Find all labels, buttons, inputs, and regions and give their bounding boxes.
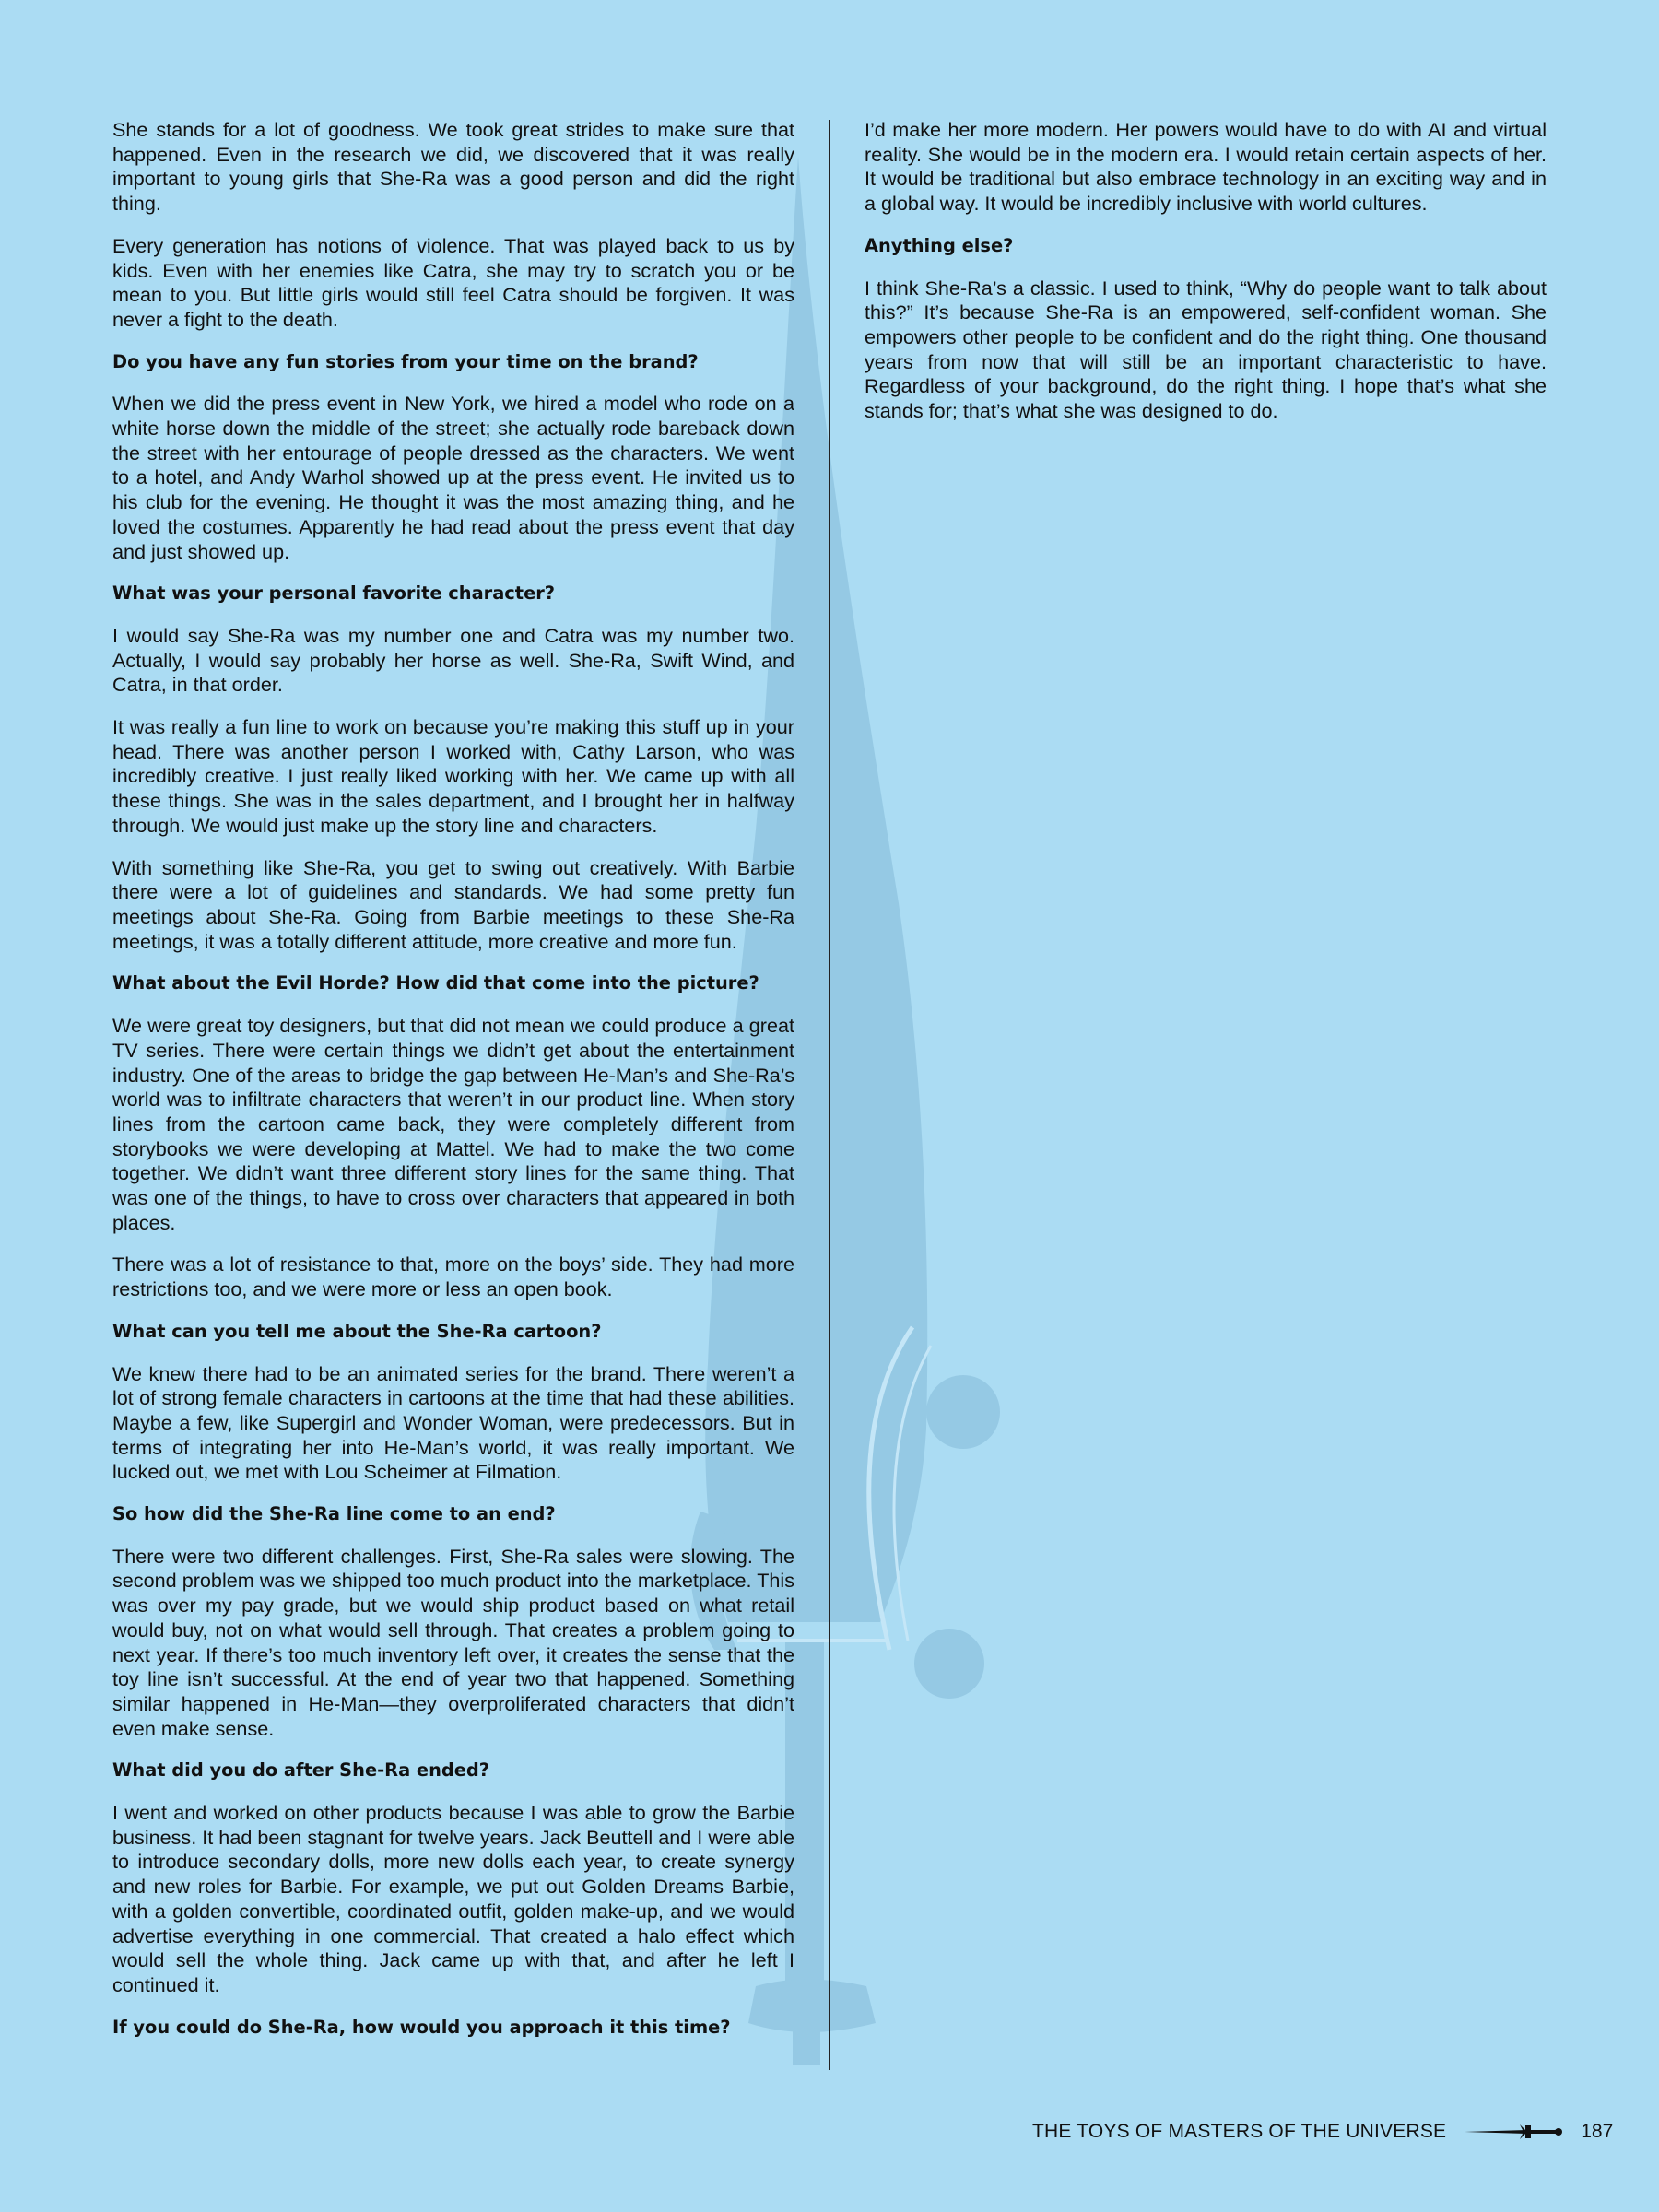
question-heading: What was your personal favorite character? — [112, 582, 556, 605]
answer-paragraph: With something like She-Ra, you get to swing out creatively. With Barbie there were a lot of guidelines and standards. We had some pretty fun meetings about She-Ra. Going from Barbie meetings to these She-Ra meetings, it was a totally different attitude, more creative and more fun. — [112, 855, 794, 953]
question-heading: Do you have any fun stories from your time on the brand? — [112, 350, 699, 372]
column-divider — [829, 120, 830, 2070]
question-heading: Anything else? — [865, 234, 1014, 256]
answer-paragraph: There were two different challenges. First, She-Ra sales were slowing. The second problem was we shipped too much product into the marketplace. This was over my pay grade, but we would ship product based on what retail would buy, not on what would sell through. That creates a problem going to next year. If there’s too much inventory left over, it creates the sense that the toy line isn’t successful. At the end of year two that happened. Something similar happened in He-Man—they overproliferated characters that didn’t even make sense. — [112, 1544, 794, 1740]
book-title: THE TOYS OF MASTERS OF THE UNIVERSE — [1032, 2121, 1447, 2142]
answer-paragraph: We knew there had to be an animated series for the brand. There weren’t a lot of strong female characters in cartoons at the time that had these abilities. Maybe a few, like Supergirl and Wonder Woman, were predecessors. But in terms of integrating her into He-Man’s world, it was really important. We lucked out, we met with Lou Scheimer at Filmation. — [112, 1361, 794, 1484]
answer-paragraph: She stands for a lot of goodness. We took great strides to make sure that happened. Even in the research we did, we discovered that it was really important to young girls that She-Ra was a good person and did the right thing. — [112, 118, 794, 216]
answer-paragraph: I would say She-Ra was my number one and Catra was my number two. Actually, I would say probably her horse as well. She-Ra, Swift Wind, and Catra, in that order. — [112, 623, 794, 697]
answer-paragraph: It was really a fun line to work on because you’re making this stuff up in your head. There was another person I worked with, Cathy Larson, who was incredibly creative. I just really liked working with her. We came up with all these things. She was in the sales department, and I brought her in halfway through. We would just make up the story line and characters. — [112, 715, 794, 837]
page-footer — [1032, 2121, 1613, 2143]
question-heading: What did you do after She-Ra ended? — [112, 1759, 490, 1782]
question-heading: If you could do She-Ra, how would you approach it this time? — [112, 2016, 731, 2038]
answer-paragraph: When we did the press event in New York, we hired a model who rode on a white horse down the middle of the street; she actually rode bareback down the street with her entourage of people dressed as the characters. We went to a hotel, and Andy Warhol showed up at the press event. He invited us to his club for the evening. He thought it was the most amazing thing, and he loved the costumes. Apparently he had read about the press event that day and just showed up. — [112, 392, 794, 563]
answer-paragraph: Every generation has notions of violence. That was played back to us by kids. Even with her enemies like Catra, she may try to scratch you or be mean to you. But little girls would still feel Catra should be forgiven. It was never a fight to the death. — [112, 233, 794, 331]
answer-paragraph: I went and worked on other products because I was able to grow the Barbie business. It had been stagnant for twelve years. Jack Beuttell and I were able to introduce secondary dolls, more new dolls each year, to create synergy and new roles for Barbie. For example, we put out Golden Dreams Barbie, with a golden convertible, coordinated outfit, golden make-up, and we would advertise everything in one commercial. That created a halo effect which would sell the whole thing. Jack came up with that, and after he left I continued it. — [112, 1801, 794, 1996]
page-number: 187 — [1581, 2121, 1614, 2142]
answer-paragraph: I’d make her more modern. Her powers would have to do with AI and virtual reality. She would be in the modern era. I would retain certain aspects of her. It would be traditional but also embrace technology in an exciting way and in a global way. It would be incredibly inclusive with world cultures. — [865, 118, 1547, 216]
sword-icon — [1463, 2122, 1564, 2142]
question-heading: So how did the She-Ra line come to an end? — [112, 1503, 556, 1525]
answer-paragraph: There was a lot of resistance to that, more on the boys’ side. They had more restrictions too, and we were more or less an open book. — [112, 1253, 794, 1301]
question-heading: What about the Evil Horde? How did that come into the picture? — [112, 972, 759, 994]
answer-paragraph: We were great toy designers, but that did not mean we could produce a great TV series. There were certain things we didn’t get about the entertainment industry. One of the areas to bridge the gap between He-Man’s and She-Ra’s world was to infiltrate characters that weren’t in our product line. When story lines from the cartoon came back, they were completely different from storybooks we were developing at Mattel. We had to make the two come together. We didn’t want three different story lines for the same thing. That was one of the things, to have to cross over characters that appeared in both places. — [112, 1014, 794, 1234]
right-column — [865, 118, 1547, 441]
left-column — [112, 118, 794, 2057]
question-heading: What can you tell me about the She-Ra cartoon? — [112, 1320, 602, 1342]
answer-paragraph: I think She-Ra’s a classic. I used to think, “Why do people want to talk about this?” It’s because She-Ra is an empowered, self-confident woman. She empowers other people to be confident and do the right thing. One thousand years from now that will still be an important characteristic to have. Regardless of your background, do the right thing. I hope that’s what she stands for; that’s what she was designed to do. — [865, 276, 1547, 423]
